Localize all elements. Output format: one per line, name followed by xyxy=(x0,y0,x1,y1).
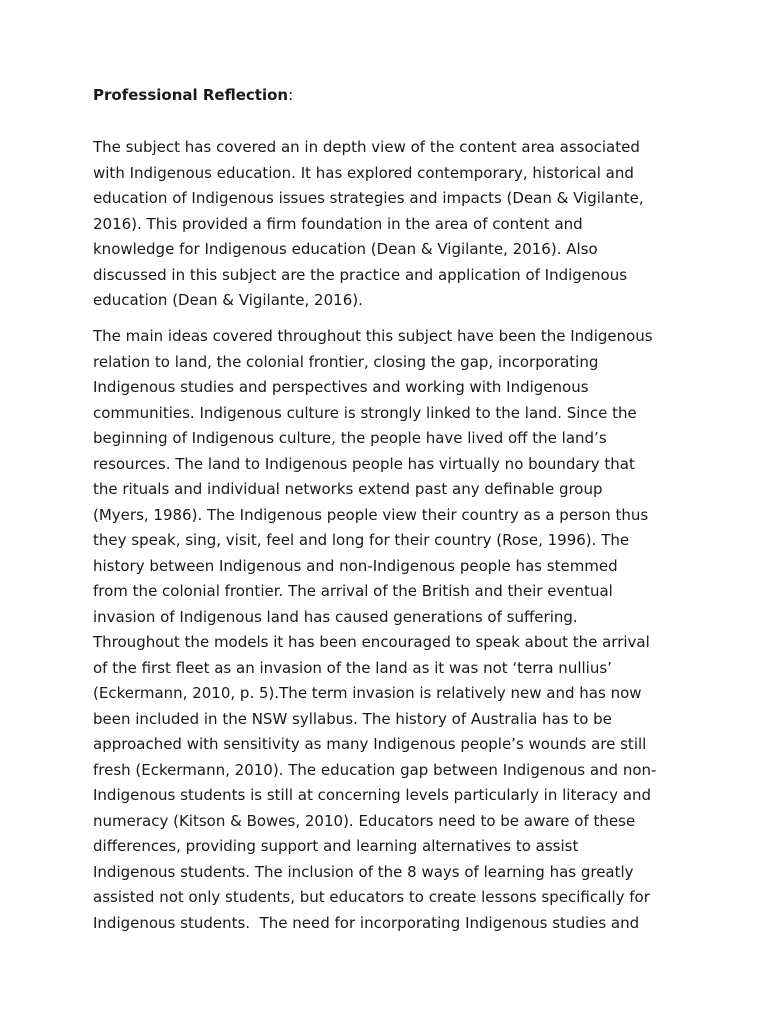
text-line: Indigenous students is still at concerning levels particularly in literacy and xyxy=(93,786,652,804)
text-line: Indigenous students. The inclusion of the 8 ways of learning has greatly xyxy=(93,862,634,881)
text-line: the rituals and individual networks extend past any definable group xyxy=(93,480,603,498)
text-line: of the first fleet as an invasion of the land as it was not ‘terra nullius’ xyxy=(93,658,612,677)
paragraph-2 xyxy=(93,324,733,936)
text-line: with Indigenous education. It has explored contemporary, historical and xyxy=(93,163,634,182)
text-line: (Eckermann, 2010, p. 5).The term invasion is relatively new and has now xyxy=(93,684,642,702)
text-line: communities. Indigenous culture is strongly linked to the land. Since the xyxy=(93,403,637,422)
text-line: 2016). This provided a firm foundation in the area of content and xyxy=(93,214,583,233)
text-line: knowledge for Indigenous education (Dean & Vigilante, 2016). Also xyxy=(93,240,598,258)
text-line: The subject has covered an in depth view of the content area associated xyxy=(93,138,640,156)
text-line: education of Indigenous issues strategies and impacts (Dean & Vigilante, xyxy=(93,189,644,207)
heading-title: Professional Reflection xyxy=(93,86,289,104)
text-line: (Myers, 1986). The Indigenous people view their country as a person thus xyxy=(93,505,649,524)
text-line: they speak, sing, visit, feel and long for their country (Rose, 1996). The xyxy=(93,531,630,549)
document-heading xyxy=(93,85,293,105)
text-line: Indigenous studies and perspectives and working with Indigenous xyxy=(93,378,589,396)
text-line: invasion of Indigenous land has caused generations of suffering. xyxy=(93,607,578,626)
text-line: assisted not only students, but educators to create lessons specifically for xyxy=(93,888,650,906)
text-line: differences, providing support and learning alternatives to assist xyxy=(93,837,579,855)
text-line: Indigenous students. The need for incorporating Indigenous studies and xyxy=(93,913,640,932)
text-line: numeracy (Kitson & Bowes, 2010). Educators need to be aware of these xyxy=(93,811,636,830)
text-line: beginning of Indigenous culture, the people have lived off the land’s xyxy=(93,429,607,447)
text-line: The main ideas covered throughout this subject have been the Indigenous xyxy=(93,327,653,345)
text-line: history between Indigenous and non-Indigenous people has stemmed xyxy=(93,556,618,575)
paragraph-1 xyxy=(93,135,733,314)
text-line: from the colonial frontier. The arrival of the British and their eventual xyxy=(93,582,613,600)
heading-colon: : xyxy=(288,86,294,104)
text-line: relation to land, the colonial frontier, closing the gap, incorporating xyxy=(93,352,599,371)
text-line: been included in the NSW syllabus. The history of Australia has to be xyxy=(93,709,612,728)
text-line: Throughout the models it has been encouraged to speak about the arrival xyxy=(93,633,650,651)
text-line: education (Dean & Vigilante, 2016). xyxy=(93,291,363,309)
text-line: resources. The land to Indigenous people has virtually no boundary that xyxy=(93,454,635,473)
text-line: approached with sensitivity as many Indigenous people’s wounds are still xyxy=(93,735,647,753)
text-line: fresh (Eckermann, 2010). The education gap between Indigenous and non- xyxy=(93,760,657,779)
text-line: discussed in this subject are the practice and application of Indigenous xyxy=(93,265,628,284)
